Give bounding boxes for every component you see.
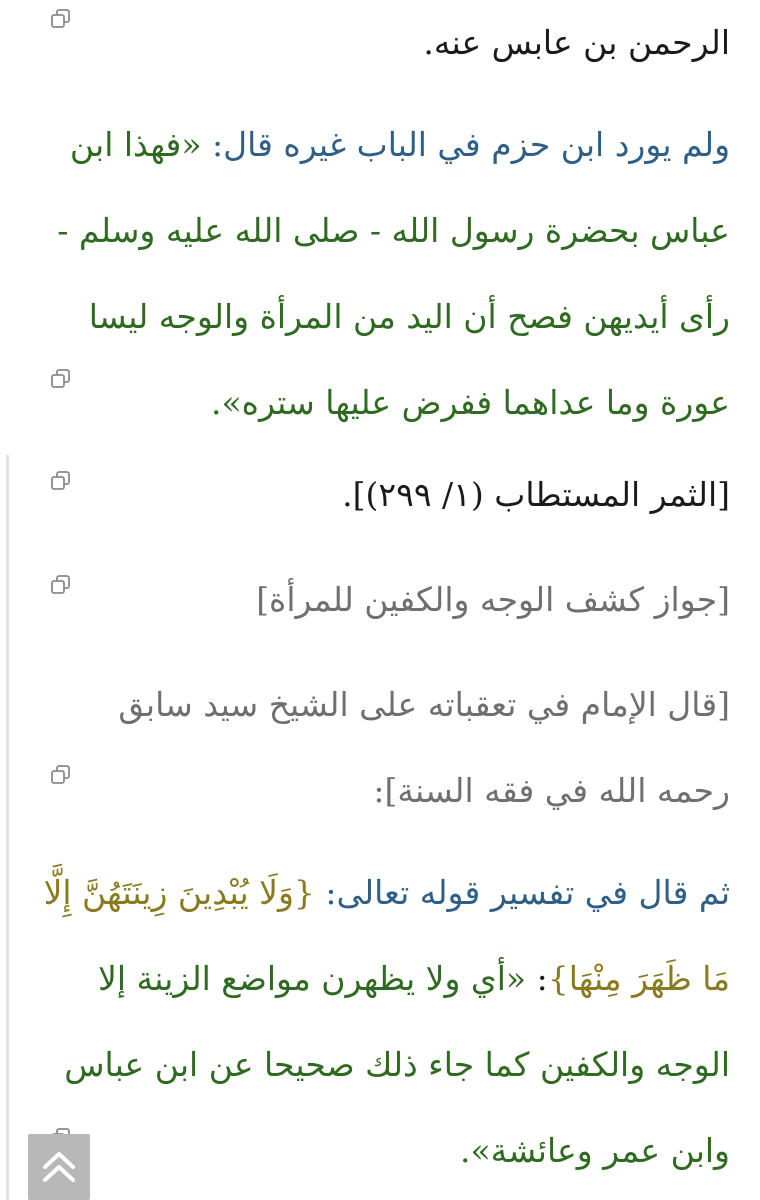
paragraph-1 <box>40 0 730 86</box>
paragraph-1-text: الرحمن بن عابس عنه. <box>423 23 730 62</box>
section-heading <box>40 557 730 643</box>
copy-icon[interactable] <box>50 8 72 30</box>
copy-icon[interactable] <box>50 470 72 492</box>
scroll-to-top-button[interactable] <box>28 1134 90 1200</box>
copy-icon[interactable] <box>50 368 72 390</box>
paragraph-6-quote: «أي ولا يظهرن مواضع الزينة إلا الوجه والكفين كما جاء ذلك صحيحا عن ابن عباس وابن عمر وعائشة». <box>64 959 730 1170</box>
paragraph-3-citation <box>40 452 730 538</box>
paragraph-6-separator: : <box>526 959 548 998</box>
copy-icon[interactable] <box>50 764 72 786</box>
section-heading-text: [جواز كشف الوجه والكفين للمرأة] <box>256 580 730 619</box>
paragraph-6-intro: ثم قال في تفسير قوله تعالى: <box>314 873 730 912</box>
source-note-text: [قال الإمام في تعقباته على الشيخ سيد سابق رحمه الله في فقه السنة]: <box>118 685 730 810</box>
paragraph-2-intro: ولم يورد ابن حزم في الباب غيره قال: <box>201 125 730 164</box>
paragraph-2 <box>40 102 730 446</box>
paragraph-2-quote: «فهذا ابن عباس بحضرة رسول الله - صلى الله عليه وسلم - رأى أيديهن فصح أن اليد من المرأة والوجه ليسا عورة وما عداهما ففرض عليها ستره». <box>57 125 730 422</box>
citation-text: [الثمر المستطاب (١/ ٢٩٩)]. <box>342 475 730 514</box>
source-note <box>40 662 730 834</box>
copy-icon[interactable] <box>50 574 72 596</box>
paragraph-6 <box>40 850 730 1194</box>
quran-verse: {وَلَا يُبْدِينَ زِينَتَهُنَّ إِلَّا مَا ظَهَرَ مِنْهَا} <box>43 873 730 998</box>
side-rule <box>6 455 9 1200</box>
double-chevron-up-icon <box>37 1145 81 1189</box>
